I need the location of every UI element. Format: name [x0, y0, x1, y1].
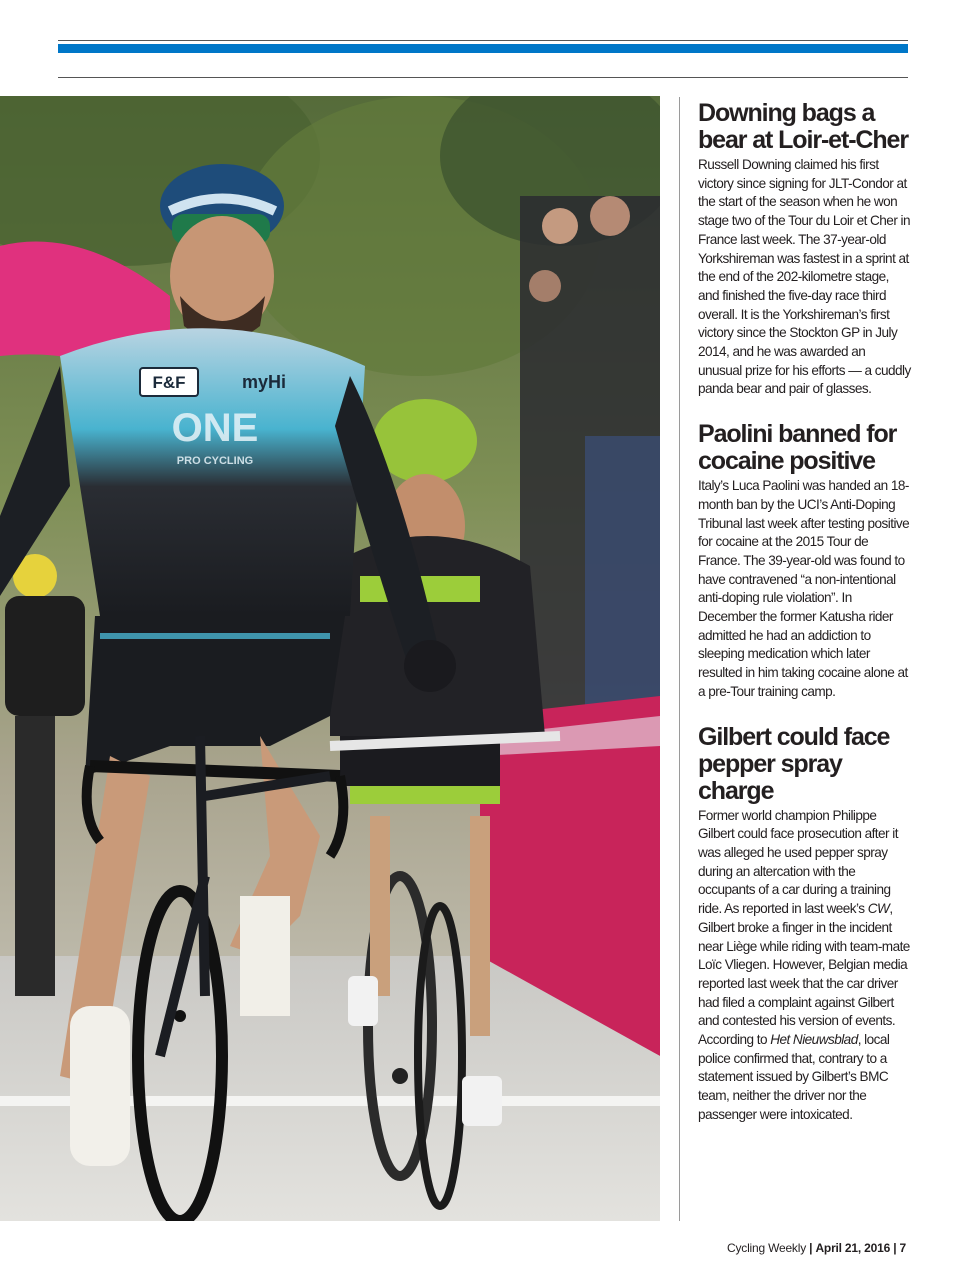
- header-rule-thin-bottom: [58, 77, 908, 78]
- footer-separator: |: [893, 1241, 897, 1255]
- column-divider: [679, 97, 680, 1221]
- story-headline: Paolini banned for cocaine positive: [698, 420, 897, 476]
- story-body-text: Former world champion Philippe Gilbert could face prosecution after it was alleged he used pepper spray during an altercation with the occupants of a car during a training ride. As reported in last week’s: [698, 807, 898, 917]
- header-rule-thin-top: [58, 40, 908, 41]
- story-headline: Gilbert could face pepper spray charge: [698, 722, 890, 805]
- jersey-team-subtitle: PRO CYCLING: [176, 455, 254, 467]
- story-body: Russell Downing claimed his first victory since signing for JLT-Condor at the start of the season when he won stage two of the Tour du Loir et Cher in France last week. The 37-year-old Yorkshireman was fastest in a sprint at the end of the 202-kilometre stage, and finished the five-day race third overall. It is the Yorkshireman’s first victory since the Stockton GP in July 2014, and he was awarded an unusual prize for his efforts — a cuddly panda bear and pair of glasses.: [698, 157, 911, 397]
- story-body-italic: CW: [867, 901, 890, 917]
- page-number: 7: [899, 1241, 906, 1255]
- publication-name: Cycling Weekly: [727, 1241, 807, 1255]
- jersey-sponsor-myhi: myHi: [241, 372, 287, 392]
- story-headline: Downing bags a bear at Loir-et-Cher: [698, 99, 908, 154]
- page-footer: [727, 1241, 906, 1255]
- story-body-text: , local police confirmed that, contrary to a statement issued by Gilbert’s BMC team, neither the driver nor the passenger were intoxicated.: [698, 1032, 890, 1122]
- jersey-team-name: ONE: [171, 406, 259, 450]
- footer-separator: |: [809, 1241, 813, 1255]
- story-body: [698, 807, 912, 1125]
- story-body-text: , Gilbert broke a finger in the incident near Liège while riding with team-mate Loïc Vliegen. However, Belgian media reported last week that the car driver had filed a complaint against Gilbert and contested his version of events. According to: [698, 901, 910, 1048]
- story-body: Italy’s Luca Paolini was handed an 18-month ban by the UCI’s Anti-Doping Tribunal last week after testing positive for cocaine at the 2015 Tour de France. The 39-year-old was found to have contravened “a non-intentional anti-doping rule violation”. In December the former Katusha rider admitted he had an addiction to sleeping medication which later resulted in him taking cocaine alone at a pre-Tour training camp.: [698, 478, 910, 699]
- news-column: [698, 100, 912, 1147]
- story-body-italic: Het Nieuwsblad: [770, 1032, 858, 1048]
- jersey-sponsor-ff: F&F: [152, 373, 186, 392]
- issue-date: April 21, 2016: [815, 1241, 891, 1255]
- race-finish-photo: [0, 96, 660, 1221]
- header-rule-blue: [58, 44, 908, 53]
- story-paolini: [698, 421, 912, 701]
- story-gilbert: [698, 724, 912, 1125]
- story-downing: [698, 100, 912, 399]
